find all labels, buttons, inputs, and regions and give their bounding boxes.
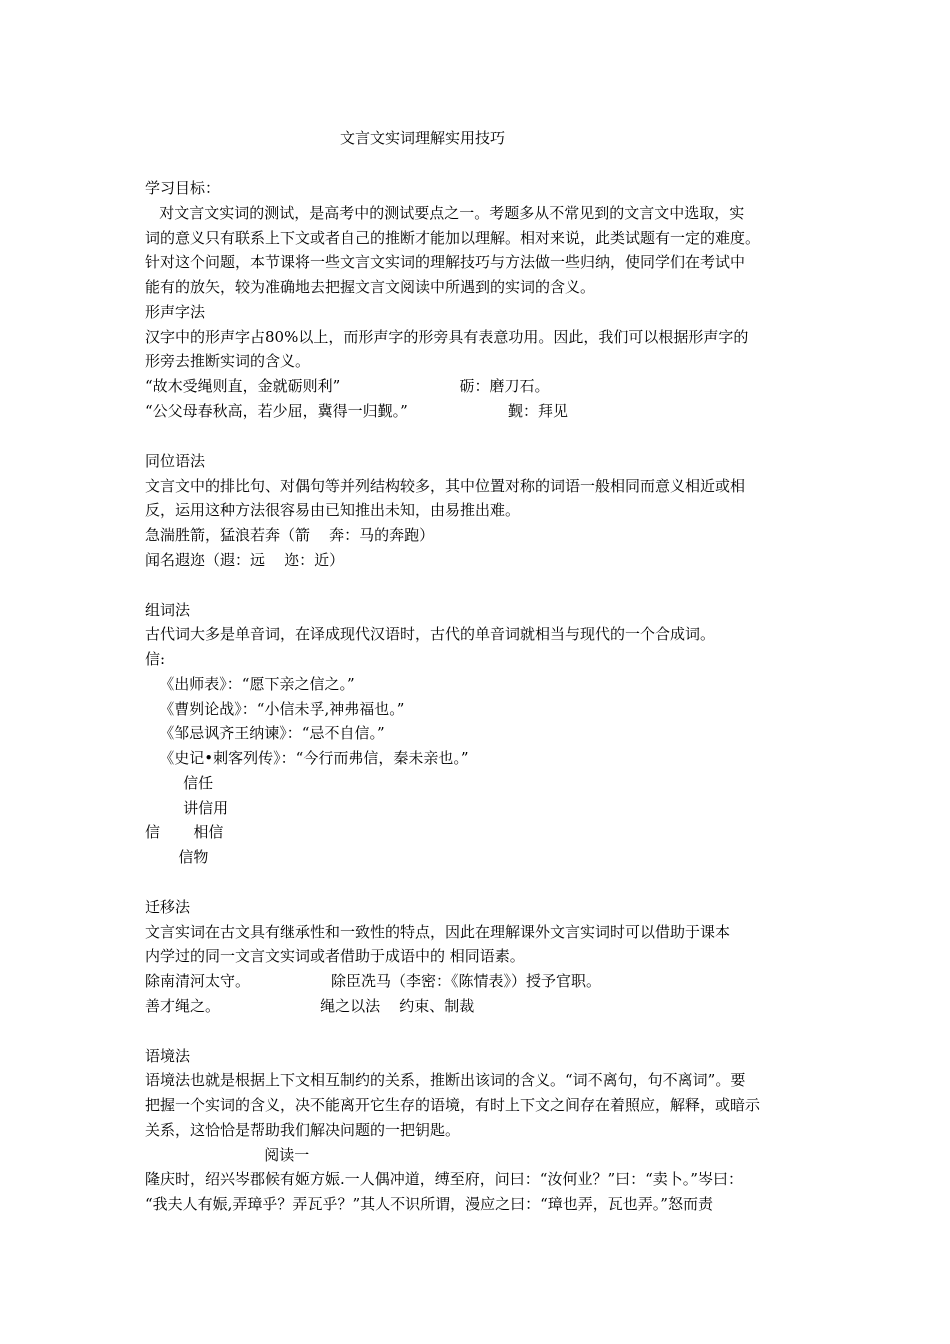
example-line: 《曹刿论战》：“小信未孚,神弗福也。”: [145, 700, 405, 718]
example-line: “公父母春秋高，若少屈，冀得一归觐。” 觐：拜见: [145, 402, 568, 420]
meaning-line: 信物: [145, 848, 209, 866]
paragraph-line: 关系，这恰恰是帮助我们解决问题的一把钥匙。: [145, 1121, 461, 1139]
meaning-line: 信任: [145, 774, 214, 792]
reading-heading: 阅读一: [145, 1146, 310, 1164]
paragraph-line: 反，运用这种方法很容易由已知推出未知，由易推出难。: [145, 501, 521, 519]
meaning-line: 信 相信: [145, 823, 224, 841]
paragraph-line: 对文言文实词的测试，是高考中的测试要点之一。考题多从不常见到的文言文中选取，实: [145, 204, 745, 222]
example-line: 《出师表》：“愿下亲之信之。”: [145, 675, 355, 693]
paragraph-line: 古代词大多是单音词，在译成现代汉语时，古代的单音词就相当与现代的一个合成词。: [145, 625, 716, 643]
paragraph-line: 能有的放矢，较为准确地去把握文言文阅读中所遇到的实词的含义。: [145, 278, 596, 296]
section-heading-xingsheng: 形声字法: [145, 303, 206, 321]
paragraph-line: 文言实词在古文具有继承性和一致性的特点，因此在理解课外文言实词时可以借助于课本: [145, 923, 731, 941]
meaning-line: 讲信用: [145, 799, 229, 817]
example-line: 急湍胜箭，猛浪若奔（箭 奔：马的奔跑）: [145, 526, 435, 544]
example-line: 信:: [145, 650, 166, 668]
section-heading-tongwei: 同位语法: [145, 452, 206, 470]
reading-line: 隆庆时，绍兴岑郡候有姬方娠.一人偶冲道，缚至府，问曰：“汝何业？”曰：“卖卜。”岑曰：: [145, 1170, 743, 1188]
section-heading-zuci: 组词法: [145, 601, 191, 619]
paragraph-line: 形旁去推断实词的含义。: [145, 352, 311, 370]
paragraph-line: 语境法也就是根据上下文相互制约的关系，推断出该词的含义。“词不离句，句不离词”。要: [145, 1071, 746, 1089]
paragraph-line: 文言文中的排比句、对偶句等并列结构较多，其中位置对称的词语一般相同而意义相近或相: [145, 477, 746, 495]
paragraph-line: 把握一个实词的含义，决不能离开它生存的语境，有时上下文之间存在着照应，解释，或暗示: [145, 1096, 761, 1114]
reading-line: “我夫人有娠,弄璋乎？弄瓦乎？”其人不识所谓，漫应之曰：“璋也弄，瓦也弄。”怒而责: [145, 1195, 713, 1213]
example-line: 闻名遐迩（遐：远 迩：近）: [145, 551, 345, 569]
example-line: 《邹忌讽齐王纳谏》：“忌不自信。”: [145, 724, 385, 742]
paragraph-line: 汉字中的形声字占80%以上，而形声字的形旁具有表意功用。因此，我们可以根据形声字的: [145, 328, 749, 346]
section-heading-objectives: 学习目标：: [145, 179, 221, 197]
doc-title: 文言文实词理解实用技巧: [340, 129, 506, 147]
example-line: 善才绳之。 绳之以法 约束、制裁: [145, 997, 475, 1015]
paragraph-line: 针对这个问题，本节课将一些文言文实词的理解技巧与方法做一些归纳，使同学们在考试中: [145, 253, 746, 271]
section-heading-yujing: 语境法: [145, 1047, 191, 1065]
example-line: 除南清河太守。 除臣冼马（李密：《陈情表》）授予官职。: [145, 972, 602, 990]
paragraph-line: 内学过的同一文言文实词或者借助于成语中的 相同语素。: [145, 947, 525, 965]
paragraph-line: 词的意义只有联系上下文或者自己的推断才能加以理解。相对来说，此类试题有一定的难度。: [145, 229, 761, 247]
example-line: “故木受绳则直，金就砺则利” 砺：磨刀石。: [145, 377, 550, 395]
section-heading-qianyi: 迁移法: [145, 898, 191, 916]
example-line: 《史记•刺客列传》：“今行而弗信，秦未亲也。”: [145, 749, 469, 767]
